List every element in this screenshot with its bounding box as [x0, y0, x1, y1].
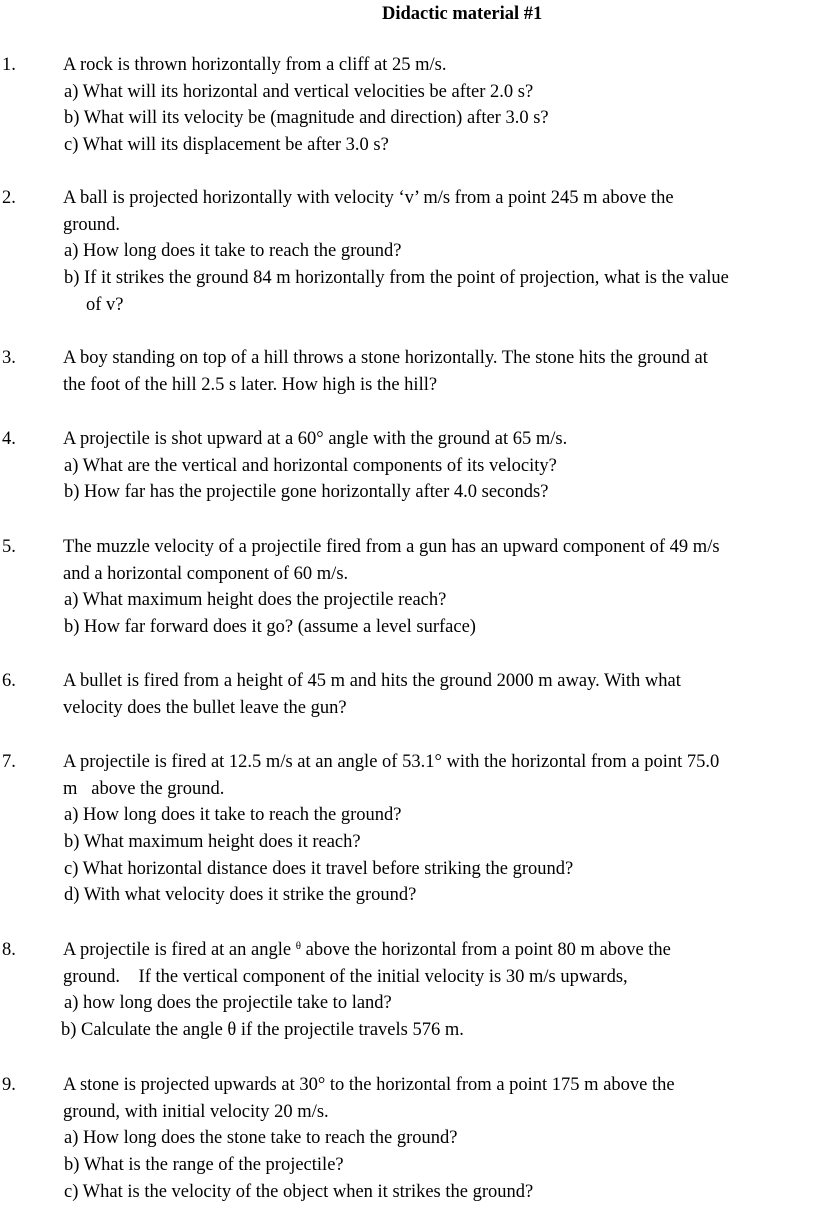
theta-symbol: θ: [295, 940, 301, 952]
question-part-d: d) With what velocity does it strike the ground?: [64, 885, 417, 906]
question-stem-line: A bullet is fired from a height of 45 m and hits the ground 2000 m away. With what: [63, 671, 681, 691]
question-stem-line: A boy standing on top of a hill throws a stone horizontally. The stone hits the ground at: [63, 348, 708, 368]
question-body: [63, 52, 816, 159]
document-title: Didactic material #1: [382, 4, 543, 24]
question-part-c: c) What will its displacement be after 3.0 s?: [64, 135, 389, 156]
question-number: 6.: [2, 671, 16, 691]
question-body: [63, 749, 816, 909]
question-stem-line: ground.: [63, 214, 121, 235]
question-part-a: a) What will its horizontal and vertical velocities be after 2.0 s?: [64, 81, 534, 102]
question-stem-line: A projectile is fired at 12.5 m/s at an angle of 53.1° with the horizontal from a point 75.0: [63, 752, 720, 772]
question-body: [63, 185, 816, 318]
question-part-a: a) What are the vertical and horizontal components of its velocity?: [64, 455, 557, 476]
question-stem-line: A rock is thrown horizontally from a cliff at 25 m/s.: [63, 55, 447, 75]
question-body: [63, 937, 816, 1044]
question-part-a: a) What maximum height does the projectile reach?: [64, 590, 447, 611]
question-part-c: c) What horizontal distance does it travel before striking the ground?: [64, 858, 574, 879]
question-stem-line: A ball is projected horizontally with velocity ‘v’ m/s from a point 245 m above the: [63, 188, 674, 208]
question-number: 3.: [2, 348, 16, 368]
question-part-b: b) Calculate the angle θ if the projectile travels 576 m.: [61, 1020, 464, 1041]
question-part-a: a) how long does the projectile take to land?: [64, 993, 392, 1014]
question-part-a: a) How long does it take to reach the ground?: [64, 241, 402, 262]
stem-text-after-symbol: above the horizontal from a point 80 m above the: [301, 940, 671, 960]
question-stem-line: velocity does the bullet leave the gun?: [63, 697, 347, 718]
stem-text-before-symbol: A projectile is fired at an angle: [63, 940, 296, 960]
question-part-a: a) How long does the stone take to reach the ground?: [64, 1128, 458, 1149]
question-part-a: a) How long does it take to reach the ground?: [64, 805, 402, 826]
question-part-b: b) How far forward does it go? (assume a level surface): [64, 617, 476, 638]
question-stem-line: A stone is projected upwards at 30° to the horizontal from a point 175 m above the: [63, 1075, 675, 1095]
question-part-b: b) If it strikes the ground 84 m horizontally from the point of projection, what is the value: [64, 268, 729, 289]
question-part-b: b) What will its velocity be (magnitude and direction) after 3.0 s?: [64, 108, 549, 129]
question-body: [63, 426, 816, 506]
question-body: [63, 534, 816, 641]
question-stem-line: m above the ground.: [63, 778, 225, 799]
question-number: 5.: [2, 537, 16, 557]
question-part-c: c) What is the velocity of the object when it strikes the ground?: [64, 1181, 534, 1202]
question-body: [63, 668, 816, 721]
question-stem-line: and a horizontal component of 60 m/s.: [63, 563, 349, 584]
question-part-b-continued: of v?: [86, 294, 124, 315]
question-stem-line: A projectile is shot upward at a 60° angle with the ground at 65 m/s.: [63, 429, 568, 449]
question-number: 7.: [2, 752, 16, 772]
question-body: [63, 1072, 816, 1205]
question-body: [63, 345, 816, 398]
question-number: 1.: [2, 55, 16, 75]
question-number: 8.: [2, 940, 16, 960]
question-number: 2.: [2, 188, 16, 208]
question-part-b: b) How far has the projectile gone horizontally after 4.0 seconds?: [64, 482, 549, 503]
question-number: 9.: [2, 1075, 16, 1095]
question-number: 4.: [2, 429, 16, 449]
question-stem-line: the foot of the hill 2.5 s later. How high is the hill?: [63, 374, 438, 395]
question-stem-line: The muzzle velocity of a projectile fired from a gun has an upward component of 49 m/s: [63, 537, 720, 557]
question-part-b: b) What is the range of the projectile?: [64, 1155, 344, 1176]
question-part-b: b) What maximum height does it reach?: [64, 832, 361, 853]
question-stem-line: ground, with initial velocity 20 m/s.: [63, 1101, 329, 1122]
question-stem-line: [63, 937, 816, 964]
question-stem-line: ground. If the vertical component of the initial velocity is 30 m/s upwards,: [63, 966, 628, 987]
